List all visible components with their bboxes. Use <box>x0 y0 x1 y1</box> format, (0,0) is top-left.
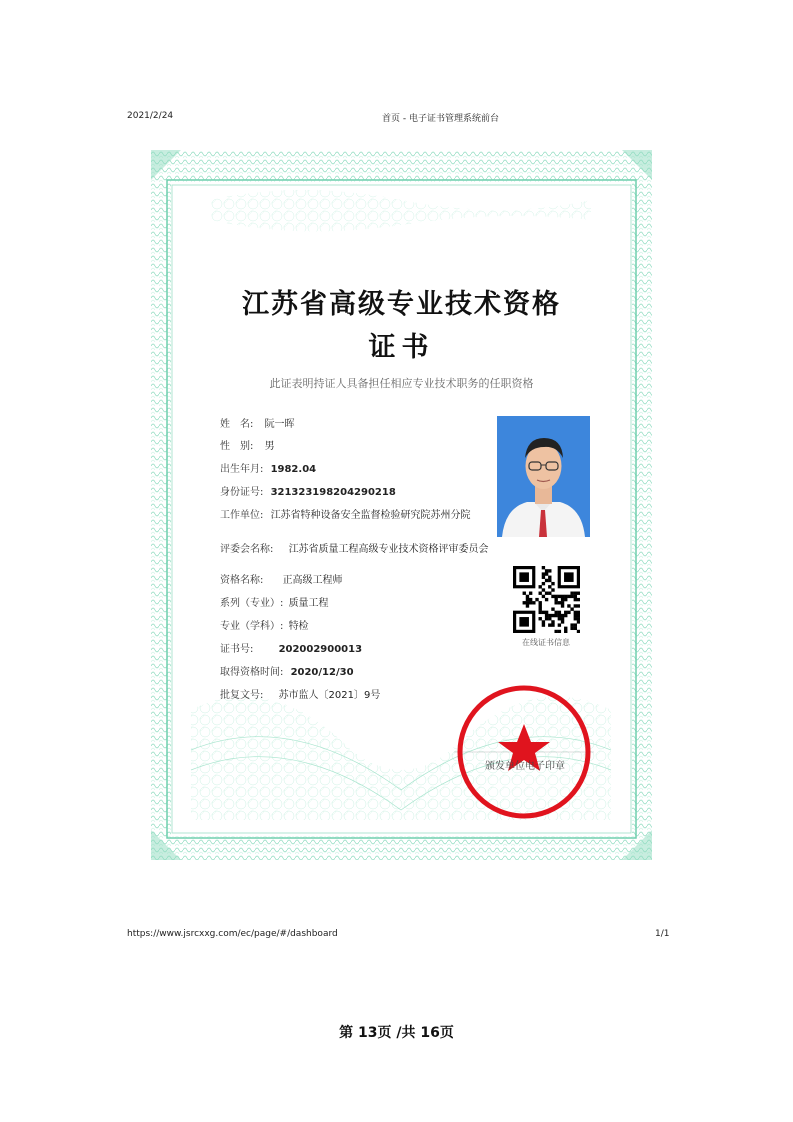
field-value: 正高级工程师 <box>282 575 343 586</box>
field-label: 取得资格时间: <box>220 667 284 678</box>
field-label: 评委会名称: <box>220 544 274 555</box>
field-name <box>220 415 295 430</box>
footer-page-of: 1/1 <box>655 929 670 939</box>
field-cert-number <box>220 640 362 655</box>
certificate-subtitle: 此证表明持证人具备担任相应专业技术职务的任职资格 <box>269 377 534 390</box>
field-value: 2020/12/30 <box>290 667 354 678</box>
field-label: 批复文号: <box>220 690 264 701</box>
field-value: 202002900013 <box>278 644 363 655</box>
seal-note: 颁发单位电子印章 <box>485 761 565 772</box>
field-id-number <box>220 483 396 498</box>
field-value: 特检 <box>288 621 309 632</box>
field-label: 专业（学科）: <box>220 621 284 632</box>
official-seal <box>454 682 594 822</box>
field-label: 身份证号: <box>220 487 264 498</box>
field-gender <box>220 437 275 452</box>
field-value: 江苏省特种设备安全监督检验研究院苏州分院 <box>270 510 471 521</box>
field-value: 质量工程 <box>288 598 329 609</box>
field-label: 证书号: <box>220 644 254 655</box>
certificate-title-line2: 证书 <box>368 332 435 363</box>
qr-caption: 在线证书信息 <box>522 638 570 647</box>
field-value: 江苏省质量工程高级专业技术资格评审委员会 <box>288 544 489 555</box>
field-series <box>220 594 329 609</box>
field-label: 出生年月: <box>220 464 264 475</box>
field-employer <box>220 506 471 521</box>
field-label: 资格名称: <box>220 575 264 586</box>
field-date-obtained <box>220 663 354 678</box>
field-value: 阮一晖 <box>264 419 295 430</box>
field-birth <box>220 460 316 475</box>
field-qualification <box>220 571 343 586</box>
field-label: 性 别: <box>220 441 254 452</box>
page-number: 第 13页 /共 16页 <box>339 1025 454 1041</box>
certificate <box>151 150 652 860</box>
field-label: 工作单位: <box>220 510 264 521</box>
qr-code[interactable] <box>513 566 580 633</box>
field-specialty <box>220 617 309 632</box>
print-title: 首页 - 电子证书管理系统前台 <box>382 114 499 124</box>
field-label: 姓 名: <box>220 419 254 430</box>
print-date: 2021/2/24 <box>127 111 174 121</box>
field-value: 苏市监人〔2021〕9号 <box>278 690 381 701</box>
footer-url: https://www.jsrcxxg.com/ec/page/#/dashboard <box>127 929 338 939</box>
field-value: 321323198204290218 <box>270 487 396 498</box>
field-value: 男 <box>264 441 275 452</box>
field-label: 系列（专业）: <box>220 598 284 609</box>
certificate-title: 江苏省高级专业技术资格 <box>242 289 561 320</box>
holder-photo <box>497 416 590 537</box>
field-value: 1982.04 <box>270 464 317 475</box>
field-committee <box>220 540 489 555</box>
field-approval-number <box>220 686 380 701</box>
